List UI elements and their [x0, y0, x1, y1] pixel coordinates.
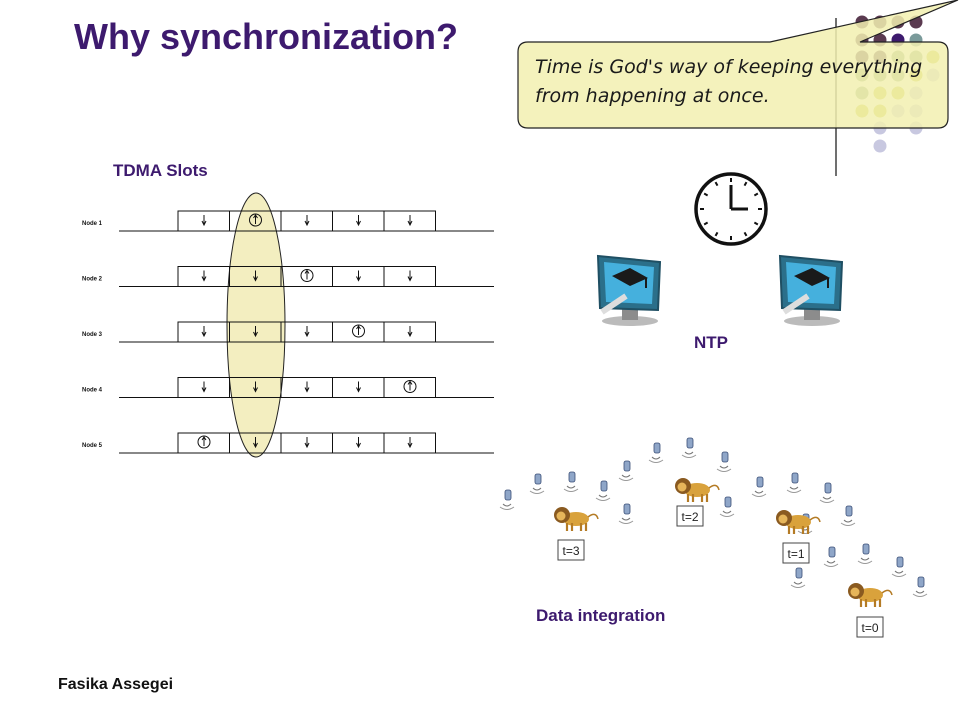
tdma-node-label: Node 4: [82, 387, 103, 394]
sensor-icon: [720, 497, 734, 517]
tdma-label: TDMA Slots: [113, 161, 208, 180]
data-integration-label: Data integration: [536, 606, 666, 625]
time-label-box: [677, 506, 703, 526]
sensor-icon: [500, 490, 514, 510]
time-label: t=3: [562, 544, 580, 558]
tdma-node-label: Node 3: [82, 332, 103, 338]
time-label-box: [783, 543, 809, 563]
sensor-icon: [596, 481, 610, 501]
lion-icon: [776, 510, 820, 534]
sensor-icon: [913, 577, 927, 597]
tdma-node-label: Node 1: [82, 221, 103, 227]
tdma-node-label: Node 5: [82, 443, 103, 449]
sensor-icon: [892, 557, 906, 577]
slide-title: Why synchronization?: [74, 16, 459, 57]
sensor-icon: [841, 506, 855, 526]
sensor-icon: [820, 483, 834, 503]
sensor-icon: [619, 461, 633, 481]
sensor-icon: [752, 477, 766, 497]
sensor-icon: [787, 473, 801, 493]
sensor-icon: [682, 438, 696, 458]
ntp-label: NTP: [694, 333, 728, 352]
time-label-box: [558, 540, 584, 560]
time-label: t=2: [681, 510, 699, 524]
lion-icon: [554, 507, 598, 531]
sensor-icon: [717, 452, 731, 472]
footer-author: Fasika Assegei: [58, 676, 174, 693]
time-label-box: [857, 617, 883, 637]
time-label: t=0: [861, 621, 879, 635]
quote-text: Time is God's way of keeping everything from happening at once.: [535, 56, 923, 107]
tdma-node-label: Node 2: [82, 276, 103, 283]
lion-icon: [848, 583, 892, 607]
sensor-icon: [619, 504, 633, 524]
sensor-icon: [649, 443, 663, 463]
sensor-icon: [824, 547, 838, 567]
sensor-icon: [858, 544, 872, 564]
sensor-icon: [791, 568, 805, 588]
lion-icon: [675, 478, 719, 502]
time-label: t=1: [787, 547, 805, 561]
sensor-icon: [530, 474, 544, 494]
sensor-icon: [564, 472, 578, 492]
